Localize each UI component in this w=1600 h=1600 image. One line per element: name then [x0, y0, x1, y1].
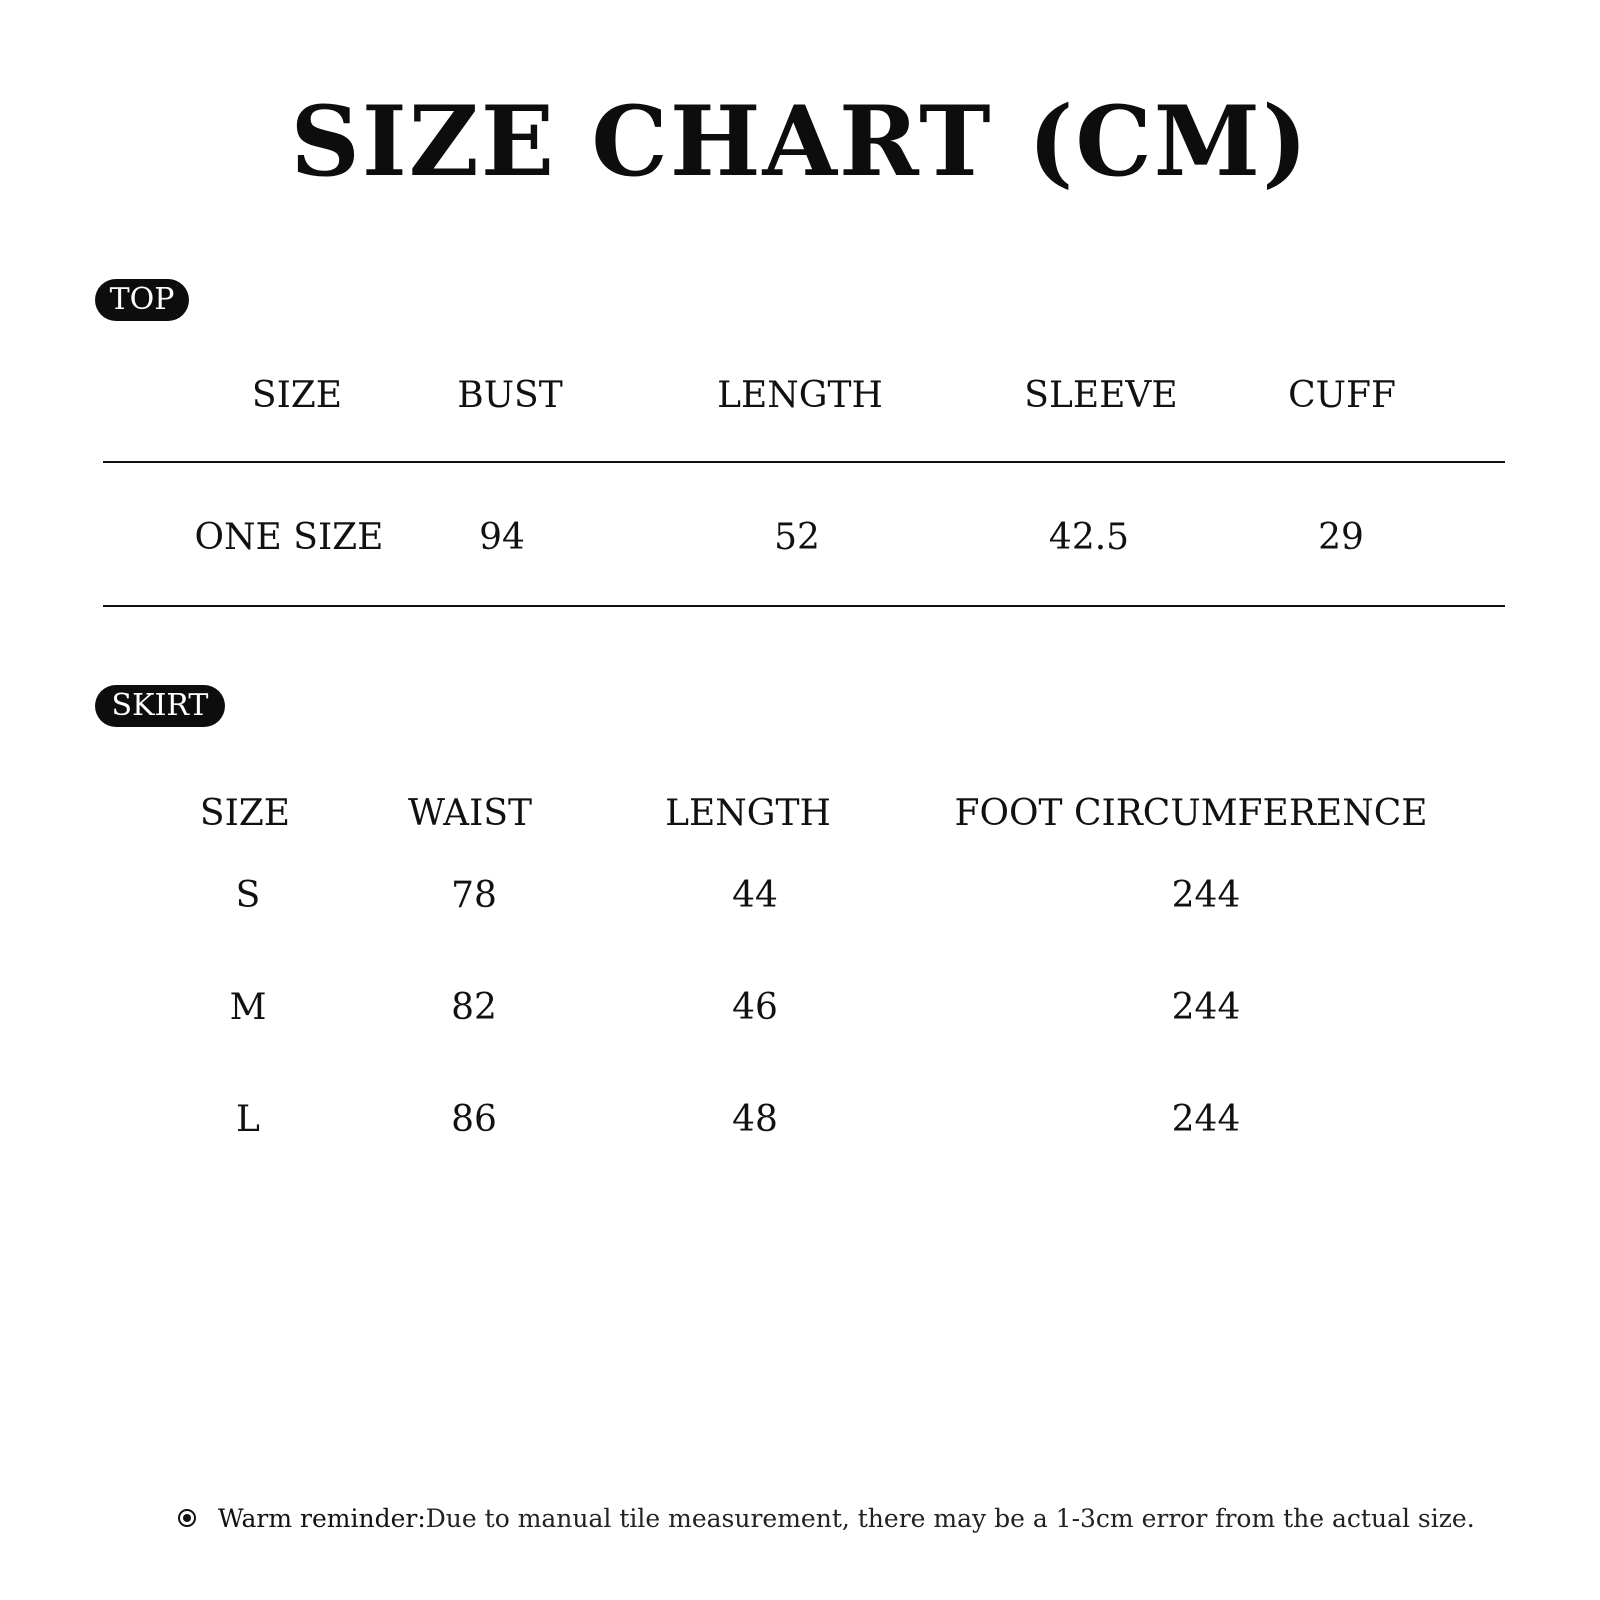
- top-header-divider: [103, 461, 1505, 463]
- top-header-cuff: CUFF: [1288, 375, 1396, 416]
- skirt-cell-length-m: 46: [732, 987, 778, 1028]
- top-cell-bust: 94: [479, 517, 525, 558]
- top-cell-length: 52: [774, 517, 820, 558]
- page-title: SIZE CHART (CM): [290, 85, 1310, 198]
- top-cell-size: ONE SIZE: [194, 517, 384, 558]
- warm-reminder: [178, 1500, 1475, 1536]
- skirt-cell-size-m: M: [229, 987, 267, 1028]
- skirt-cell-foot-s: 244: [1171, 875, 1241, 916]
- top-bottom-divider: [103, 605, 1505, 607]
- top-header-bust: BUST: [457, 375, 563, 416]
- skirt-cell-foot-m: 244: [1171, 987, 1241, 1028]
- skirt-cell-waist-l: 86: [451, 1099, 497, 1140]
- reminder-text: Due to manual tile measurement, there may be a 1-3cm error from the actual size.: [425, 1503, 1475, 1533]
- section-tag-top: TOP: [95, 279, 189, 321]
- skirt-header-length: LENGTH: [665, 793, 831, 834]
- skirt-header-waist: WAIST: [407, 793, 533, 834]
- reminder-label: Warm reminder:: [218, 1503, 426, 1533]
- top-cell-cuff: 29: [1318, 517, 1364, 558]
- skirt-header-foot-circumference: FOOT CIRCUMFERENCE: [954, 793, 1428, 834]
- skirt-cell-size-s: S: [235, 875, 261, 916]
- top-header-sleeve: SLEEVE: [1024, 375, 1178, 416]
- top-cell-sleeve: 42.5: [1048, 517, 1130, 558]
- top-header-size: SIZE: [251, 375, 343, 416]
- skirt-cell-length-s: 44: [732, 875, 778, 916]
- radio-bullet-icon: [178, 1509, 196, 1527]
- top-header-length: LENGTH: [717, 375, 883, 416]
- skirt-cell-foot-l: 244: [1171, 1099, 1241, 1140]
- skirt-cell-length-l: 48: [732, 1099, 778, 1140]
- section-tag-skirt: SKIRT: [95, 685, 225, 727]
- skirt-cell-waist-m: 82: [451, 987, 497, 1028]
- skirt-cell-waist-s: 78: [451, 875, 497, 916]
- skirt-header-size: SIZE: [199, 793, 291, 834]
- skirt-cell-size-l: L: [236, 1099, 260, 1140]
